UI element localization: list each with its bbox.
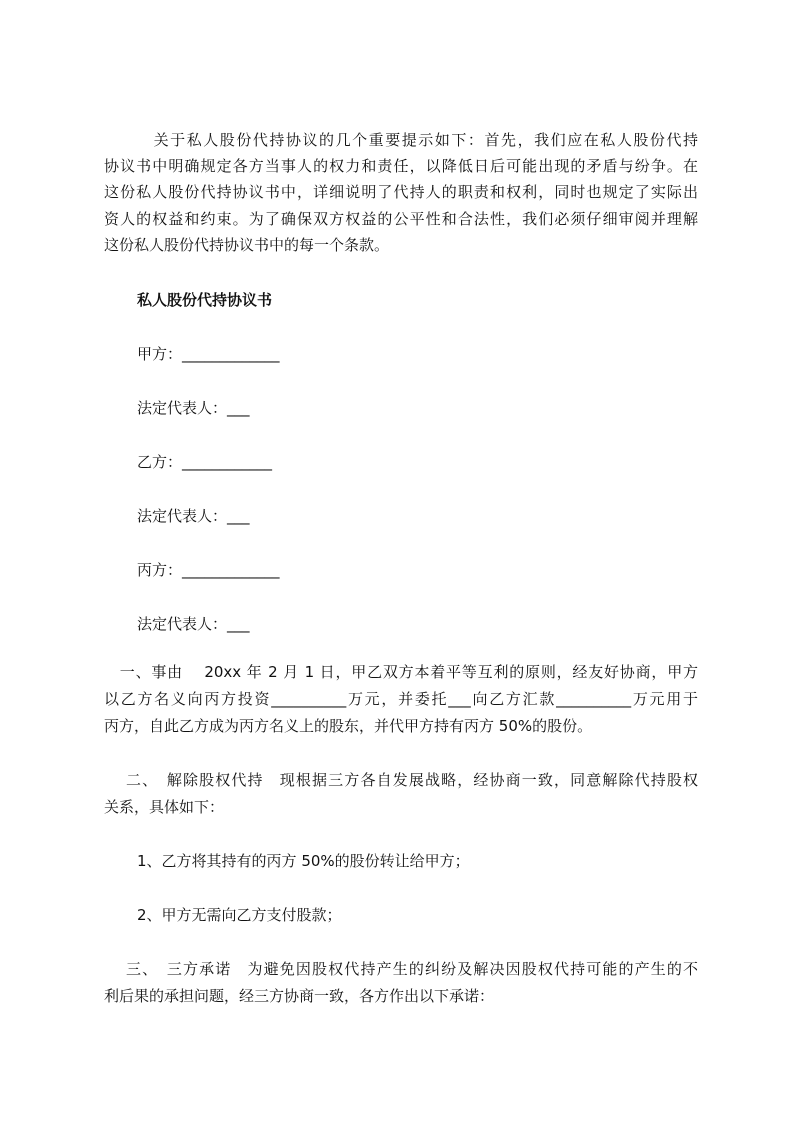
intro-line-5: 这份私人股份代持协议书中的每一个条款。: [104, 236, 390, 254]
section-2-line-1: 二、 解除股权代持 现根据三方各自发展战略，经协商一致，同意解除代持股权: [104, 771, 698, 789]
party-b-field: 乙方：____________: [137, 453, 273, 471]
section-3-line-1: 三、 三方承诺 为避免因股权代持产生的纠纷及解决因股权代持可能的产生的不: [104, 960, 698, 978]
party-c-field: 丙方：_____________: [137, 561, 280, 579]
document-title: 私人股份代持协议书: [137, 291, 273, 309]
section-2-item-2: 2、甲方无需向乙方支付股款；: [137, 906, 342, 924]
party-a-field: 甲方：_____________: [137, 345, 280, 363]
section-1-line-3: 丙方，自此乙方成为丙方名义上的股东，并代甲方持有丙方 50%的股份。: [104, 717, 593, 735]
intro-line-3: 这份私人股份代持协议书中，详细说明了代持人的职责和权利，同时也规定了实际出: [104, 183, 698, 201]
party-b-representative-field: 法定代表人：___: [137, 507, 250, 525]
intro-line-1: 关于私人股份代持协议的几个重要提示如下：首先，我们应在私人股份代持: [104, 131, 698, 149]
intro-line-4: 资人的权益和约束。为了确保双方权益的公平性和合法性，我们必须仔细审阅并理解: [104, 210, 698, 228]
party-c-representative-field: 法定代表人：___: [137, 615, 250, 633]
party-a-representative-field: 法定代表人：___: [137, 399, 250, 417]
section-2-line-2: 关系，具体如下：: [104, 798, 225, 816]
intro-line-2: 协议书中明确规定各方当事人的权力和责任，以降低日后可能出现的矛盾与纷争。在: [104, 157, 698, 175]
section-1-line-2: 以乙方名义向丙方投资__________万元，并委托___向乙方汇款__________万元用于: [104, 690, 698, 708]
section-3-line-2: 利后果的承担问题，经三方协商一致，各方作出以下承诺：: [104, 987, 495, 1005]
section-2-item-1: 1、乙方将其持有的丙方 50%的股份转让给甲方；: [137, 852, 470, 870]
section-1-line-1: 一、事由 20xx 年 2 月 1 日，甲乙双方本着平等互利的原则，经友好协商，甲方: [104, 663, 698, 681]
